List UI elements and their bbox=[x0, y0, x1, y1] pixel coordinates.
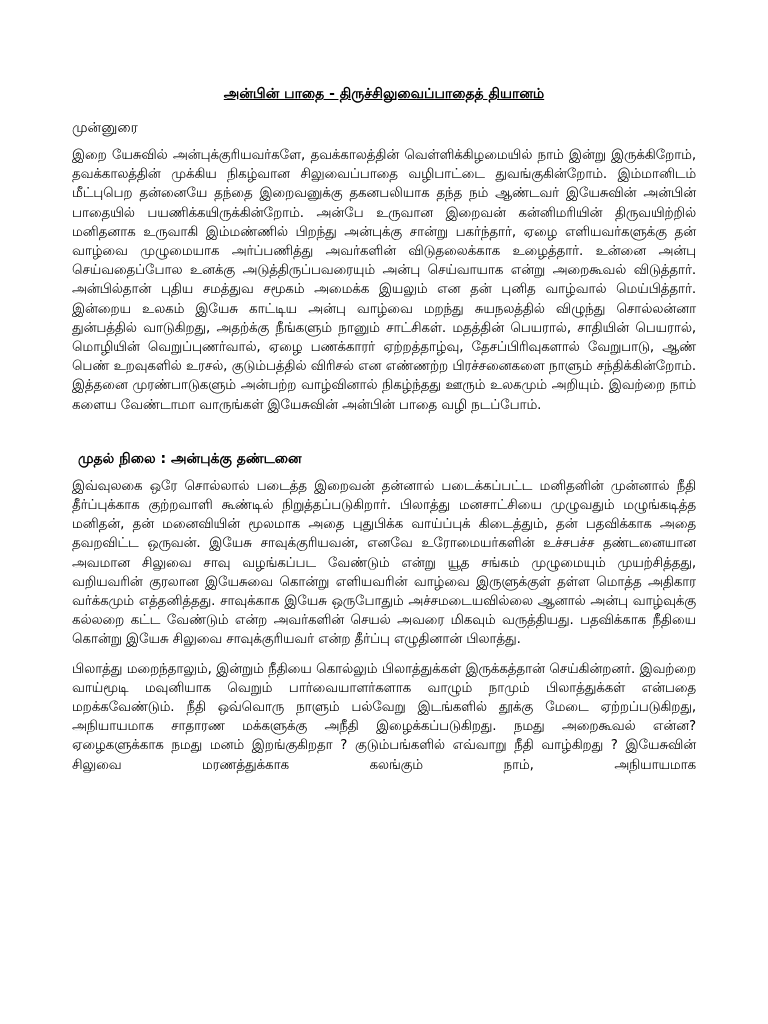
document-title: அன்பின் பாதை - திருச்சிலுவைப்பாதைத் தியானம் bbox=[223, 86, 545, 102]
intro-heading: முன்னுரை bbox=[72, 120, 138, 136]
intro-paragraph: இறை யேசுவில் அன்புக்குரியவர்களே, தவக்காலத்தின் வெள்ளிக்கிழமையில் நாம் இன்று இருக்கிறோம், தவக்காலத்தின் முக்கிய நிகழ்வான சிலுவைப்பாதை வழிபாட்டை துவங்குகின்றோம். இம்மானிடம் மீட்புபெற தன்னையே தந்தை இறைவனுக்கு தகனபலியாக தந்த நம் ஆண்டவர் இயேசுவின் அன்பின் பாதையில் பயணிக்கயிருக்கின்றோம். அன்பே உருவான இறைவன் கன்னிமரியின் திருவயிற்றில் மனிதனாக உருவாகி இம்மண்ணில் பிறந்து அன்புக்கு சான்று பகர்ந்தார், ஏழை எளியவர்களுக்கு தன் வாழ்வை முழுமையாக அர்ப்பணித்து அவர்களின் விடுதலைக்காக உழைத்தார். உன்னை அன்பு செய்வதைப்போல உனக்கு அடுத்திருப்பவரையும் அன்பு செய்வாயாக என்று அறைகூவல் விடுத்தார். அன்பில்தான் புதிய சமத்துவ சமூகம் அமைக்க இயலும் என தன் புனித வாழ்வால் மெய்பித்தார். இன்றைய உலகம் இயேசு காட்டிய அன்பு வாழ்வை மறந்து சுயநலத்தில் விழுந்து சொல்லன்னா துன்பத்தில் வாடுகிறது, அதற்க்கு நீங்களும் நானும் சாட்சிகள். மதத்தின் பெயரால், சாதியின் பெயரால், மொழியின் வெறுப்புணர்வால், ஏழை பணக்காரர் ஏற்றத்தாழ்வு, தேசப்பிரிவுகளால் வேறுபாடு, ஆண் பெண் உறவுகளில் உரசல், குடும்பத்தில் விரிசல் என எண்ணற்ற பிரச்சனைகளை நாளும் சந்திக்கின்றோம். இத்தனை முரண்பாடுகளும் அன்பற்ற வாழ்வினால் நிகழ்ந்தது ஊரும் உலகமும் அறியும். இவற்றை நாம் களைய வேண்டாமா வாருங்கள் இயேசுவின் அன்பின் பாதை வழி நடப்போம். bbox=[72, 148, 696, 413]
section-paragraph-1: இவ்வுலகை ஒரே சொல்லால் படைத்த இறைவன் தன்னால் படைக்கப்பட்ட மனிதனின் முன்னால் நீதி தீர்ப்புக்காக குற்றவாளி கூண்டில் நிறுத்தப்படுகிறார். பிலாத்து மனசாட்சியை முழுவதும் மழுங்கடித்த மனிதன், தன் மனைவியின் மூலமாக அதை புதுபிக்க வாய்ப்புக் கிடைத்தும், தன் பதவிக்காக அதை தவறவிட்ட ஒருவன். இயேசு சாவுக்குரியவன், எனவே உரோமையர்களின் உச்சபச்ச தண்டனையான அவமான சிலுவை சாவு வழங்கப்பட வேண்டும் என்று யூத சங்கம் முழுமையும் முயற்சித்தது, வறியவரின் குரலான இயேசுவை கொன்று எளியவரின் வாழ்வை இருளுக்குள் தள்ள மொத்த அதிகார வர்க்கமும் எத்தனித்தது. சாவுக்காக இயேசு ஒருபோதும் அச்சமடையவில்லை ஆனால் அன்பு வாழ்வுக்கு கல்லறை கட்ட வேண்டும் என்ற அவர்களின் செயல் அவரை மிகவும் வருத்தியது. பதவிக்காக நீதியை கொன்று இயேசு சிலுவை சாவுக்குரியவர் என்ற தீர்ப்பு எழுதினான் பிலாத்து. bbox=[72, 478, 696, 648]
section-heading-first-station: முதல் நிலை : அன்புக்கு தண்டனை bbox=[78, 450, 302, 467]
section-paragraph-2: பிலாத்து மறைந்தாலும், இன்றும் நீதியை கொல்லும் பிலாத்துக்கள் இருக்கத்தான் செய்கின்றனர். இவற்றை வாய்மூடி மவுனியாக வெறும் பார்வையாளர்களாக வாழும் நாமும் பிலாத்துக்கள் என்பதை மறக்கவேண்டும். நீதி ஒவ்வொரு நாளும் பல்வேறு இடங்களில் தூக்கு மேடை ஏற்றப்படுகிறது, அநியாயமாக சாதாரண மக்களுக்கு அநீதி இழைக்கப்படுகிறது. நமது அறைகூவல் என்ன? ஏழைகளுக்காக நமது மனம் இறங்குகிறதா ? குடும்பங்களில் எவ்வாறு நீதி வாழ்கிறது ? இயேசுவின் சிலுவை மரணத்துக்காக கலங்கும் நாம், அநியாயமாக bbox=[72, 661, 696, 773]
